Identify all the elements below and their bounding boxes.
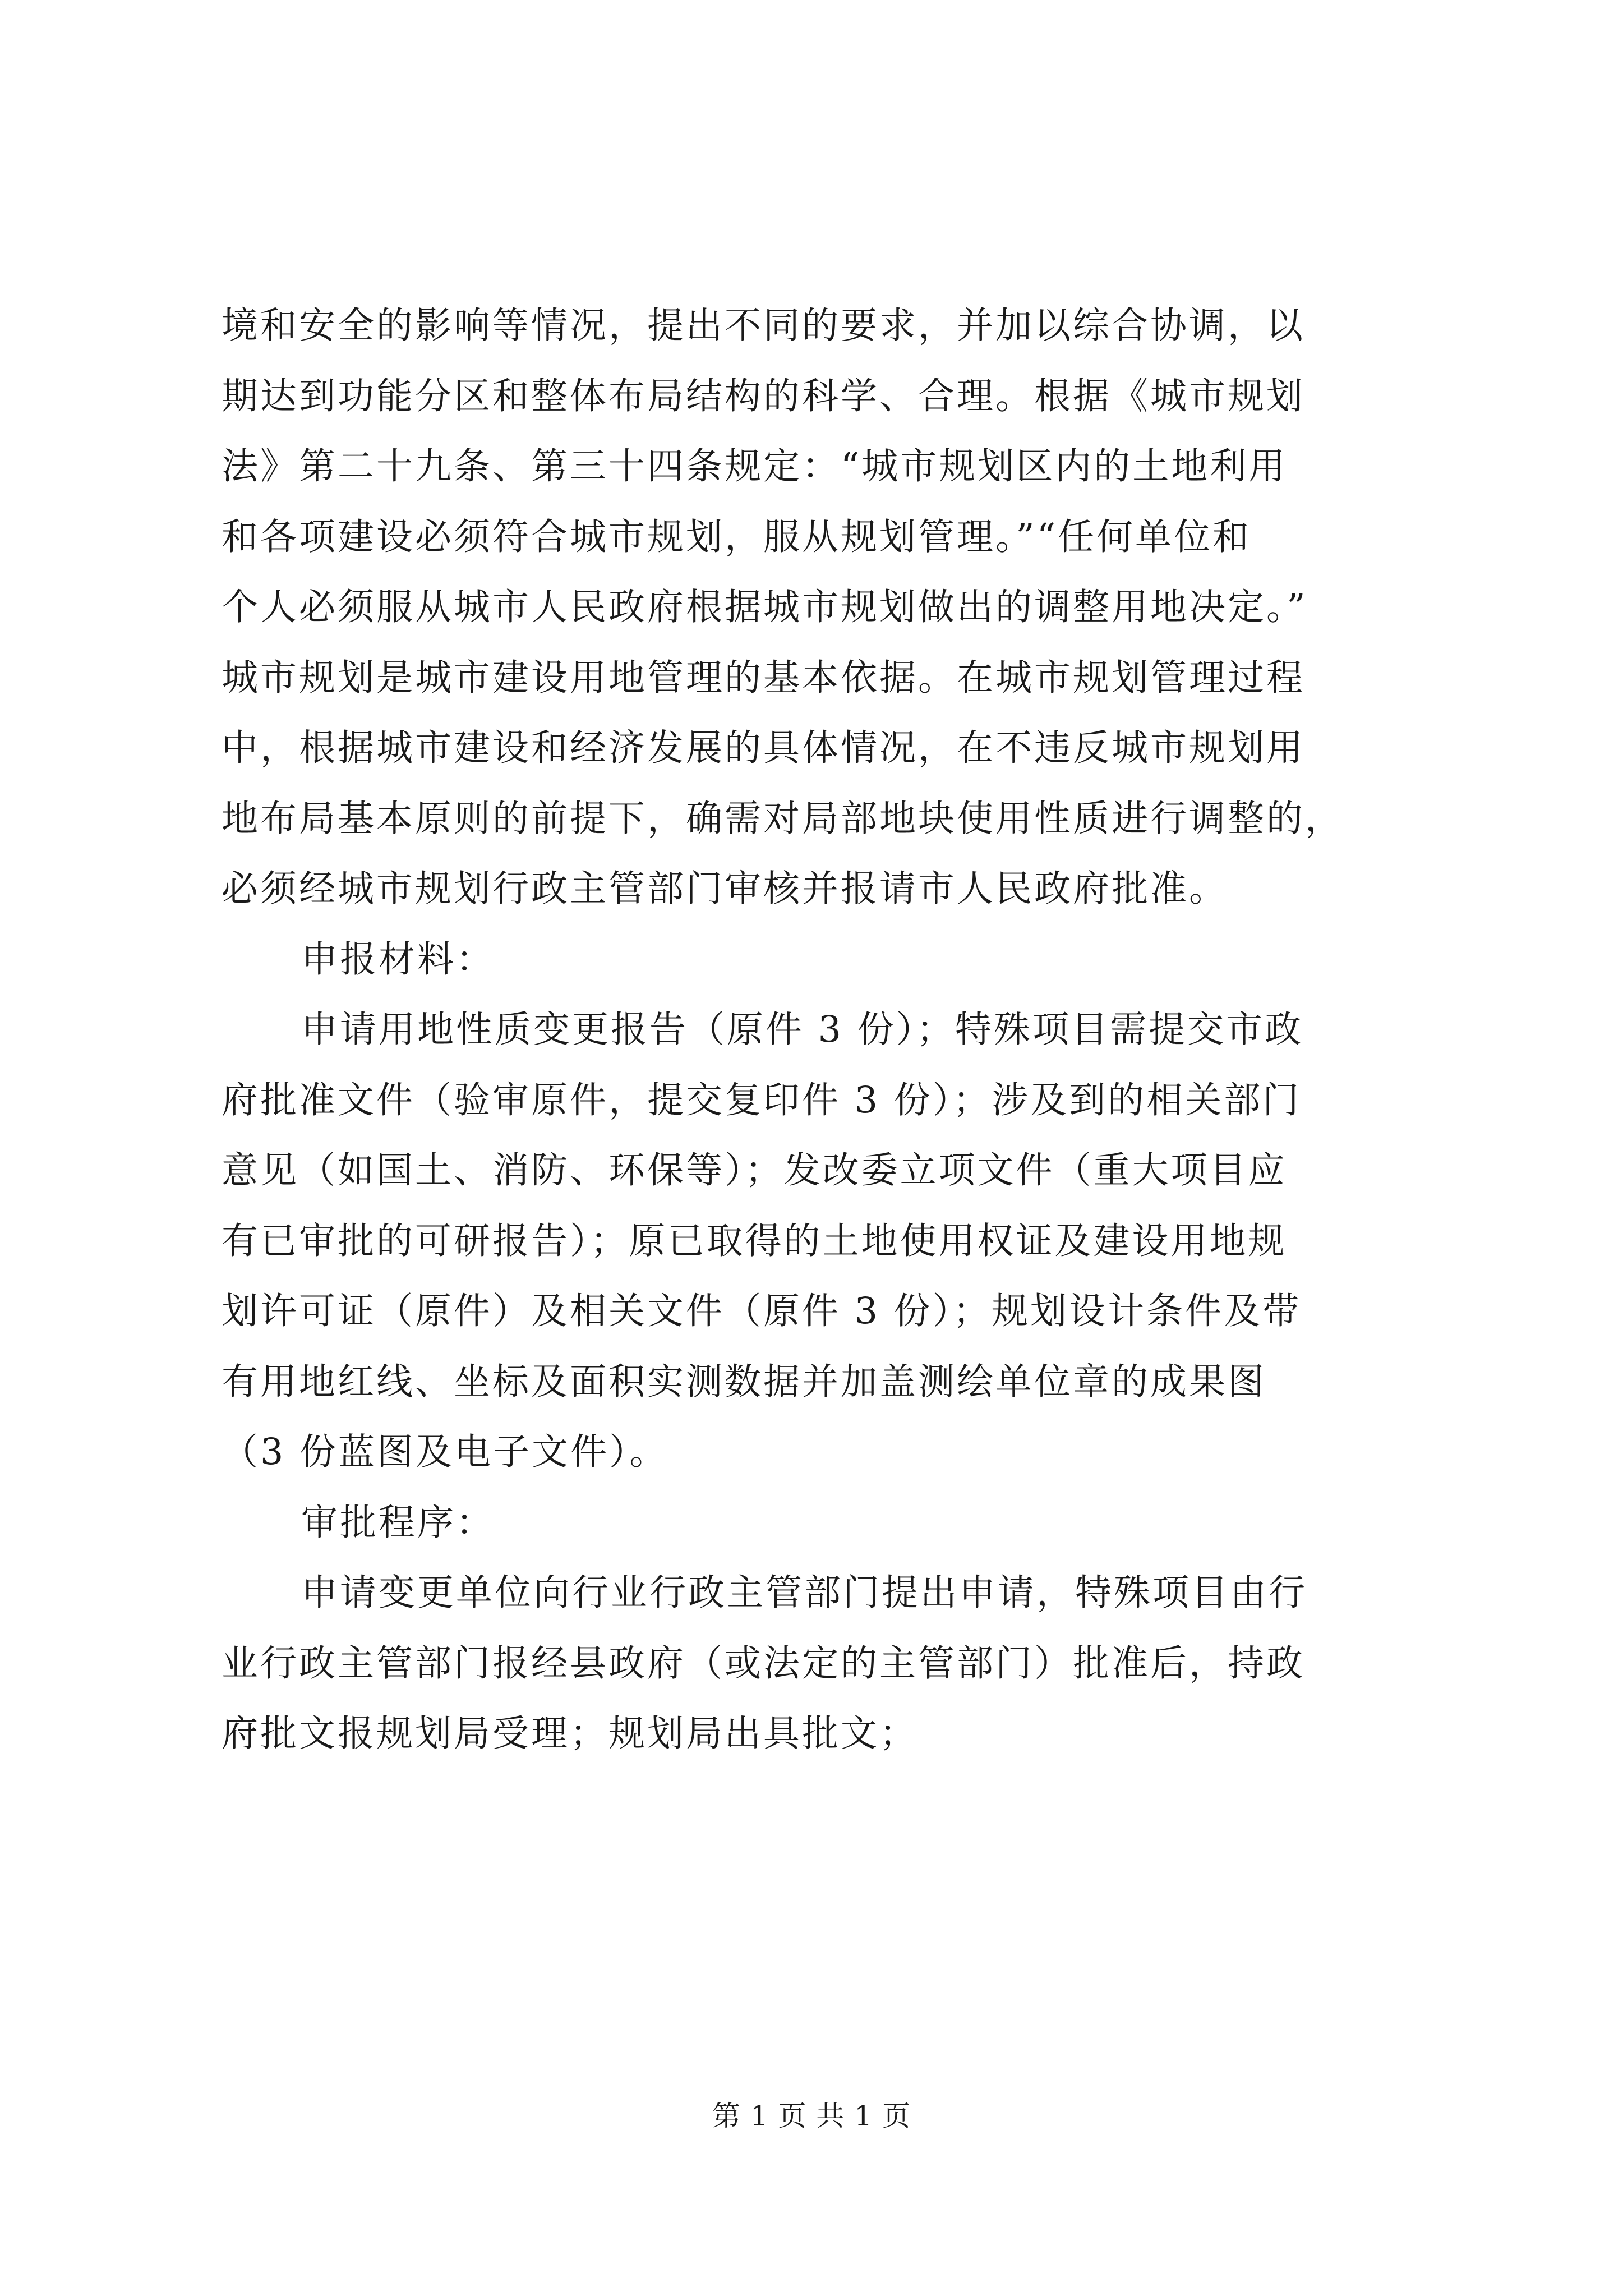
body-text xyxy=(222,291,1416,1769)
text-line: 有已审批的可研报告）；原已取得的土地使用权证及建设用地规 xyxy=(222,1220,1287,1262)
text-line: 申请变更单位向行业行政主管部门提出申请，特殊项目由行 xyxy=(301,1572,1308,1614)
text-line: 城市规划是城市建设用地管理的基本依据。在城市规划管理过程 xyxy=(222,656,1306,699)
text-line: 中，根据城市建设和经济发展的具体情况，在不违反城市规划用 xyxy=(222,727,1306,769)
text-line: 申请用地性质变更报告（原件 3 份）；特殊项目需提交市政 xyxy=(301,1009,1304,1051)
text-line: （3 份蓝图及电子文件）。 xyxy=(222,1431,668,1473)
text-line: 和各项建设必须符合城市规划，服从规划管理。”“任何单位和 xyxy=(222,516,1251,558)
text-line: 境和安全的影响等情况，提出不同的要求，并加以综合协调，以 xyxy=(222,305,1306,347)
text-line: 个人必须服从城市人民政府根据城市规划做出的调整用地决定。” xyxy=(222,586,1308,628)
text-line: 法》第二十九条、第三十四条规定：“城市规划区内的土地利用 xyxy=(222,445,1288,487)
text-line: 有用地红线、坐标及面积实测数据并加盖测绘单位章的成果图 xyxy=(222,1360,1267,1403)
text-line: 划许可证（原件）及相关文件（原件 3 份）；规划设计条件及带 xyxy=(222,1290,1302,1332)
text-line: 府批准文件（验审原件，提交复印件 3 份）；涉及到的相关部门 xyxy=(222,1079,1302,1121)
text-line: 业行政主管部门报经县政府（或法定的主管部门）批准后，持政 xyxy=(222,1642,1306,1685)
section-heading-approval-procedure: 审批程序： xyxy=(301,1501,495,1544)
text-line: 必须经城市规划行政主管部门审核并报请市人民政府批准。 xyxy=(222,868,1228,910)
text-line: 地布局基本原则的前提下，确需对局部地块使用性质进行调整的， xyxy=(222,797,1344,840)
page-number-footer: 第 1 页 共 1 页 xyxy=(712,2100,911,2132)
text-line: 府批文报规划局受理；规划局出具批文； xyxy=(222,1713,919,1755)
text-line: 期达到功能分区和整体布局结构的科学、合理。根据《城市规划 xyxy=(222,375,1306,417)
text-line: 意见（如国土、消防、环保等）；发改委立项文件（重大项目应 xyxy=(222,1149,1287,1191)
section-heading-application-materials: 申报材料： xyxy=(301,938,495,981)
